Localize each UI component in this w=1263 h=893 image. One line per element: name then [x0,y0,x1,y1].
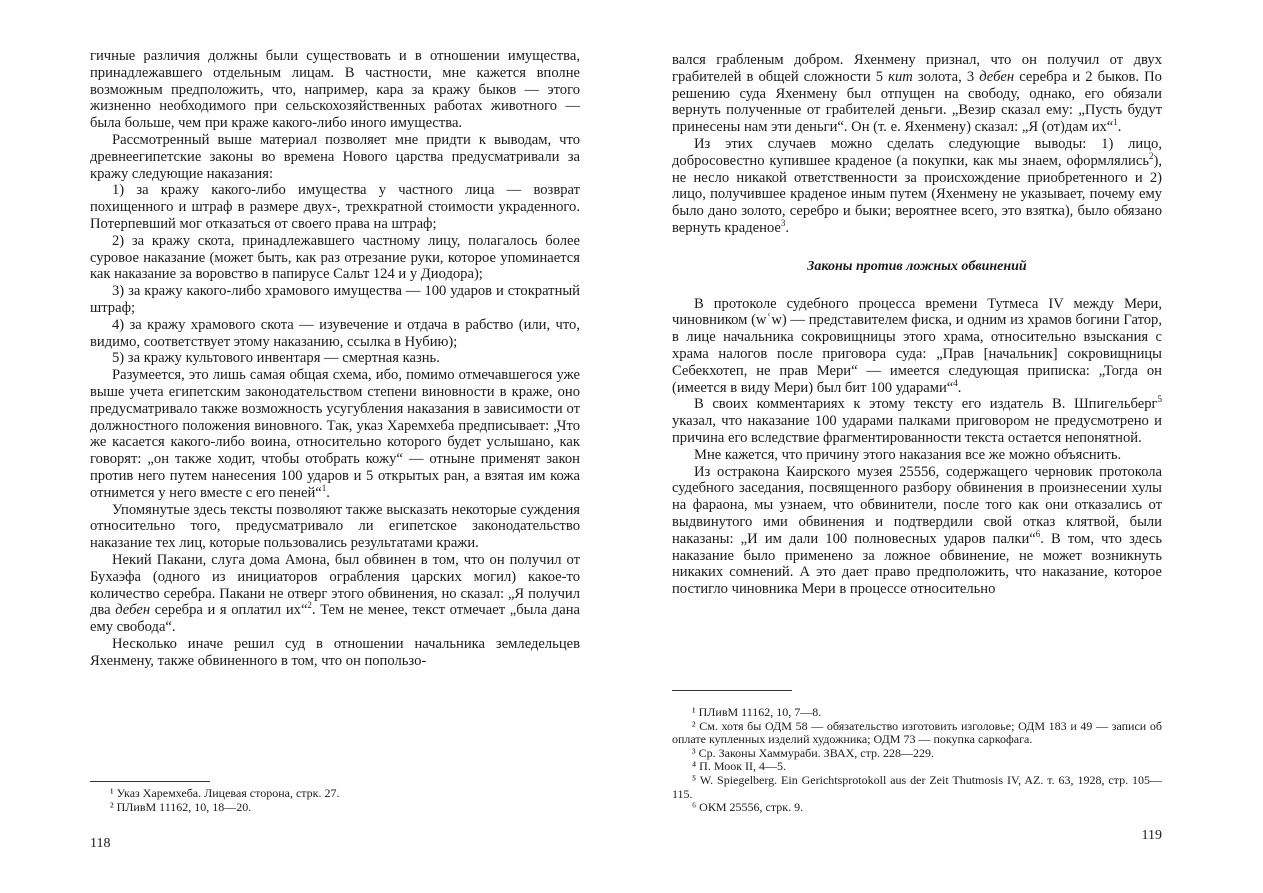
paragraph [90,367,580,501]
footnote-ref: 2 [1148,150,1154,161]
paragraph: гичные различия должны были существовать и в отношении имущества, принадлежавшего отдельным лицам. В частности, мне кажется вполне возможным предположить, что, например, кара за кражу быков — этого жизненно необходимого при сельскохозяйственных работах животного — была больше, чем при краже какого-либо иного имущества. [90,48,580,132]
footnote-divider [90,781,210,782]
paragraph: Мне кажется, что причину этого наказания все же можно объяснить. [694,446,1122,463]
paragraph-text: Разумеется, это лишь самая общая схема, ибо, помимо отмечавшегося уже выше учета египетским законодательством степени виновности в краже, оно предусматривало также возможность усугубления наказания в зависимости от должностного положения виновного. Так, указ Харемхеба предписывает: „Что же касается какого-либо воина, относительно которого будет услышано, как говорят: „он также ходит, чтобы отобрать кожу“ — отныне применят закон против него путем нанесения 100 ударов и 5 открытых ран, а взятая им кожа отнимется у него вместе с его пеней“ [90,367,580,501]
footnote-ref: 1 [321,482,327,493]
footnotes [672,706,1162,815]
paragraph-text: золота, 3 [912,68,980,85]
paragraph-text: вался грабленым добром. Яхенмену признал, что он получил от двух грабителей в общей сложности 5 [672,52,1162,85]
footnote: ¹ ПЛивМ 11162, 10, 7—8. [692,705,822,719]
paragraph-text: Некий Пакани, слуга дома Амона, был обвинен в том, что он получил от Бухаэфа (одного из инициаторов ограбления царских могил) какое-то количество серебра. Пакани не отверг этого обвинения, но сказал: „Я получил два [90,551,580,619]
paragraph-end: . [785,219,790,236]
italic-term: кит [888,68,913,85]
paragraph [672,52,1162,136]
paragraph-text: Из остракона Каирского музея 25556, содержащего черновик протокола судебного заседания, посвященного разбору обвинения в произнесении хулы на фараона, мы узнаем, что обвинители, после того как они отказались от выдвинутого ими обвинения и подтвердили свой отказ клятвой, были наказаны: „И им дали 100 полновесных ударов палки“ [672,463,1162,547]
paragraph: Рассмотренный выше материал позволяет мне придти к выводам, что древнеегипетские законы во времена Нового царства предусматривали за кражу следующие наказания: [90,131,580,182]
section-heading: Законы против ложных обвинений [807,258,1027,274]
footnotes [90,787,580,814]
footnote: ⁵ W. Spiegelberg. Ein Gerichtsprotokoll aus der Zeit Thutmosis IV, AZ. т. 63, 1928, стр. 105—115. [672,772,1162,801]
paragraph: Несколько иначе решил суд в отношении начальника земледельцев Яхенмену, также обвиненного в том, что он попользо- [90,635,580,669]
footnote-ref: 1 [1113,117,1118,128]
paragraph-end: . [957,379,962,396]
footnote-ref: 4 [953,377,958,388]
right-page [672,0,1162,893]
italic-term: дебен [979,68,1015,85]
left-page [90,0,580,893]
paragraph [672,464,1162,598]
paragraph-text: . В том, что здесь наказание было применено за ложное обвинение, не может возникнуть никаких сомнений. А это дает право предположить, что наказание, которое постигло чиновника Мери в процессе относительно [672,530,1162,598]
paragraph-text: Из этих случаев можно сделать следующие выводы: 1) лицо, добросовестно купившее краденое (а покупки, как мы знаем, оформлялись [672,135,1162,169]
paragraph [672,296,1162,397]
paragraph-text: В своих комментариях к этому тексту его издатель В. Шпигельберг [694,396,1158,413]
footnote-divider [672,690,792,691]
footnote-ref: 2 [307,600,312,611]
paragraph-text: указал, что наказание 100 ударами палками приговором не предусмотрено и причина его вследствие фрагментированности текста остается непонятной. [672,413,1162,446]
paragraph-text: . Тем не менее, текст отмечает „была дана ему свобода“. [90,602,580,636]
list-item: 4) за кражу храмового скота — изувечение и отдача в рабство (или, что, видимо, соответствует этому наказанию, ссылка в Нубию); [90,316,580,350]
paragraph [672,396,1162,446]
list-item: 3) за кражу какого-либо храмового имущества — 100 ударов и стократный штраф; [90,283,580,316]
footnote: ⁶ ОКМ 25556, стрк. 9. [692,800,804,815]
paragraph [90,552,580,636]
footnote: ¹ Указ Харемхеба. Лицевая сторона, стрк. 27. [110,786,340,800]
paragraph-text: серебра и 2 быков. По решению суда Яхенмену был отпущен на свободу, однако, его обязали вернуть полученные от грабителей деньги. „Везир сказал ему: „Пусть будут принесены нам эти деньги“. Он (т. е. Яхенмену) сказал: „Я (от)дам их“ [672,68,1162,136]
italic-term: дебен [115,602,151,619]
footnote-ref: 3 [780,218,786,229]
right-page-body [672,52,1162,598]
list-item: 2) за кражу скота, принадлежавшего частному лицу, полагалось более суровое наказание (может быть, как раз отрезание руки, которое упоминается как наказание за воровство в папирусе Сальт 124 и у Диодора); [90,232,580,283]
page-number: 118 [90,836,111,851]
footnote-ref: 5 [1157,394,1162,405]
paragraph-end: . [326,484,330,501]
footnote: ³ Ср. Законы Хаммураби. ЗВАХ, стр. 228—229. [692,745,934,760]
paragraph-text: ), не несло никакой ответственности за происхождение приобретенного и 2) лицо, получившее краденое иным путем (Яхенмену не указывает, почему ему было дано золото, серебро и быки; вероятнее всего, это взятка), было обязано вернуть краденое [672,152,1162,236]
left-page-body [90,48,580,669]
footnote-ref: 6 [1035,528,1041,539]
paragraph-end: . [1117,119,1122,136]
footnote: ² См. хотя бы ОДМ 58 — обязательство изготовить изголовье; ОДМ 183 и 49 — записи об оплате купленных изделий художника; ОДМ 73 — покупка саркофага. [672,718,1162,747]
footnote: ² ПЛивМ 11162, 10, 18—20. [110,799,252,814]
paragraph-text: серебра и я оплатил их“ [150,602,308,619]
page-number: 119 [1141,828,1162,843]
paragraph: Упомянутые здесь тексты позволяют также высказать некоторые суждения относительно того, предусматривало ли египетское законодательство наказание тех лиц, которые пользовались результатами кражи. [90,501,580,552]
list-item: 5) за кражу культового инвентаря — смертная казнь. [112,350,440,367]
footnote: ⁴ П. Моок II, 4—5. [692,759,787,774]
list-item: 1) за кражу какого-либо имущества у частного лица — возврат похищенного и штраф в размере двух-, трехкратной стоимости украденного. Потерпевший мог отказаться от своего права на штраф; [90,182,580,232]
paragraph [672,136,1162,237]
paragraph-text: В протоколе судебного процесса времени Тутмеса IV между Мери, чиновником (wʿw) — представителем фиска, и одним из храмов богини Гатор, в лице начальника сокровищницы этого храма, относительно взыскания с храма налогов после приговора суда: „Прав [начальник] сокровищницы Себекхотеп, не прав Мери“ — имеется следующая приписка: „Тогда он (имеется в виду Мери) был бит 100 ударами“ [672,295,1162,396]
